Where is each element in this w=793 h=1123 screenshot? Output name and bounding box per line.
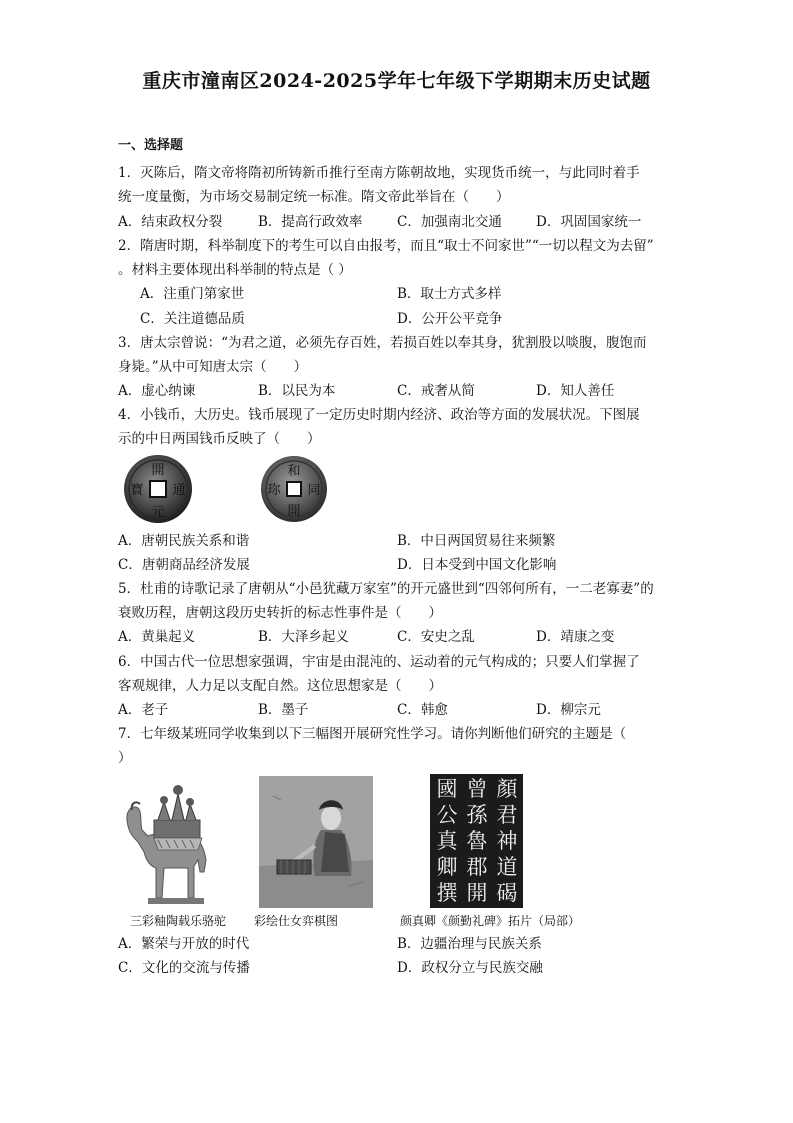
q3-option-c: C．戒奢从简 — [397, 383, 475, 399]
q1-stem-line2: 统一度量衡，为市场交易制定统一标准。隋文帝此举旨在（ ） — [118, 189, 510, 205]
rubbing-char: 國 — [436, 777, 458, 801]
q2-option-a: A．注重门第家世 — [140, 286, 245, 302]
court-lady-painting-image — [259, 776, 373, 908]
q3-option-a: A．虚心纳谏 — [118, 383, 196, 399]
q2-option-b: B．取士方式多样 — [397, 286, 502, 302]
wadokaichin-coin-image — [254, 454, 336, 524]
q2-stem-line1: 2．隋唐时期，科举制度下的考生可以自由报考，而且“取士不问家世”“一切以程文为去留” — [118, 238, 654, 254]
rubbing-char: 神 — [496, 829, 518, 853]
coin2-char-top: 和 — [287, 464, 301, 479]
rubbing-char: 真 — [436, 829, 458, 853]
stele-rubbing-image — [430, 774, 523, 908]
q1-option-a: A．结束政权分裂 — [118, 214, 223, 230]
q5-option-d: D．靖康之变 — [536, 629, 615, 645]
coin1-char-top: 開 — [151, 463, 165, 478]
rubbing-char: 魯 — [466, 829, 488, 853]
rubbing-char: 郡 — [466, 855, 488, 879]
q7-option-d: D．政权分立与民族交融 — [397, 960, 543, 976]
q6-option-c: C．韩愈 — [397, 702, 448, 718]
q6-option-d: D．柳宗元 — [536, 702, 601, 718]
coin1-char-right: 通 — [172, 483, 186, 498]
coin2-char-right: 同 — [307, 483, 321, 498]
rubbing-char: 道 — [496, 855, 518, 879]
section-heading: 一、选择题 — [118, 138, 184, 153]
rubbing-char: 君 — [496, 803, 518, 827]
q7-option-c: C．文化的交流与传播 — [118, 960, 250, 976]
q3-option-d: D．知人善任 — [536, 383, 615, 399]
q7-stem-line1: 7．七年级某班同学收集到以下三幅图开展研究性学习。请你判断他们研究的主题是（ — [118, 726, 627, 742]
q2-stem-line2: 。材料主要体现出科举制的特点是（ ） — [118, 262, 352, 278]
q4-option-d: D．日本受到中国文化影响 — [397, 557, 557, 573]
q6-stem-line1: 6．中国古代一位思想家强调，宇宙是由混沌的、运动着的元气构成的；只要人们掌握了 — [118, 654, 640, 670]
q7-option-b: B．边疆治理与民族关系 — [397, 936, 542, 952]
rubbing-char: 公 — [436, 803, 458, 827]
q7-stem-line2: ） — [118, 750, 132, 766]
kaiyuan-coin-image — [118, 454, 200, 524]
q2-option-c: C．关注道德品质 — [140, 311, 245, 327]
q5-option-c: C．安史之乱 — [397, 629, 475, 645]
q4-option-c: C．唐朝商品经济发展 — [118, 557, 250, 573]
q6-stem-line2: 客观规律，人力足以支配自然。这位思想家是（ ） — [118, 678, 442, 694]
q5-option-a: A．黄巢起义 — [118, 629, 196, 645]
q1-option-c: C．加强南北交通 — [397, 214, 502, 230]
coin1-char-left: 寶 — [130, 483, 144, 498]
q4-option-a: A．唐朝民族关系和谐 — [118, 533, 250, 549]
q4-stem-line2: 示的中日两国钱币反映了（ ） — [118, 431, 321, 447]
q2-option-d: D．公开公平竞争 — [397, 311, 503, 327]
caption-camel: 三彩釉陶载乐骆驼 — [130, 914, 227, 928]
rubbing-char: 開 — [466, 881, 488, 905]
q5-stem-line1: 5．杜甫的诗歌记录了唐朝从“小邑犹藏万家室”的开元盛世到“四邻何所有，一二老寡妻”的 — [118, 581, 654, 597]
caption-rubbing: 颜真卿《颜勤礼碑》拓片（局部） — [400, 914, 581, 928]
q1-option-b: B．提高行政效率 — [258, 214, 363, 230]
q3-stem-line1: 3．唐太宗曾说：“为君之道，必须先存百姓，若损百姓以奉其身，犹割股以啖腹，腹饱而 — [118, 335, 647, 351]
q4-stem-line1: 4．小钱币，大历史。钱币展现了一定历史时期内经济、政治等方面的发展状况。下图展 — [118, 407, 640, 423]
q5-stem-line2: 衰败历程，唐朝这段历史转折的标志性事件是（ ） — [118, 605, 442, 621]
q7-option-a: A．繁荣与开放的时代 — [118, 936, 250, 952]
rubbing-char: 卿 — [436, 855, 458, 879]
q5-option-b: B．大泽乡起义 — [258, 629, 349, 645]
coin1-char-bottom: 元 — [151, 505, 165, 520]
q3-option-b: B．以民为本 — [258, 383, 336, 399]
q1-stem-line1: 1．灭陈后，隋文帝将隋初所铸新币推行至南方陈朝故地，实现货币统一，与此同时着手 — [118, 165, 640, 181]
coin2-char-bottom: 開 — [287, 504, 301, 519]
q3-stem-line2: 身毙。”从中可知唐太宗（ ） — [118, 359, 308, 375]
rubbing-char: 撰 — [436, 881, 458, 905]
camel-figurine-image — [118, 776, 224, 908]
rubbing-char: 顏 — [496, 777, 518, 801]
q4-option-b: B．中日两国贸易往来频繁 — [397, 533, 556, 549]
rubbing-char: 曾 — [466, 777, 488, 801]
caption-painting: 彩绘仕女弈棋图 — [254, 914, 339, 928]
coin2-char-left: 珎 — [267, 483, 281, 498]
rubbing-char: 孫 — [466, 803, 488, 827]
rubbing-char: 碣 — [496, 881, 518, 905]
page-title: 重庆市潼南区2024-2025学年七年级下学期期末历史试题 — [142, 70, 651, 92]
q6-option-b: B．墨子 — [258, 702, 309, 718]
q1-option-d: D．巩固国家统一 — [536, 214, 642, 230]
q6-option-a: A．老子 — [118, 702, 169, 718]
